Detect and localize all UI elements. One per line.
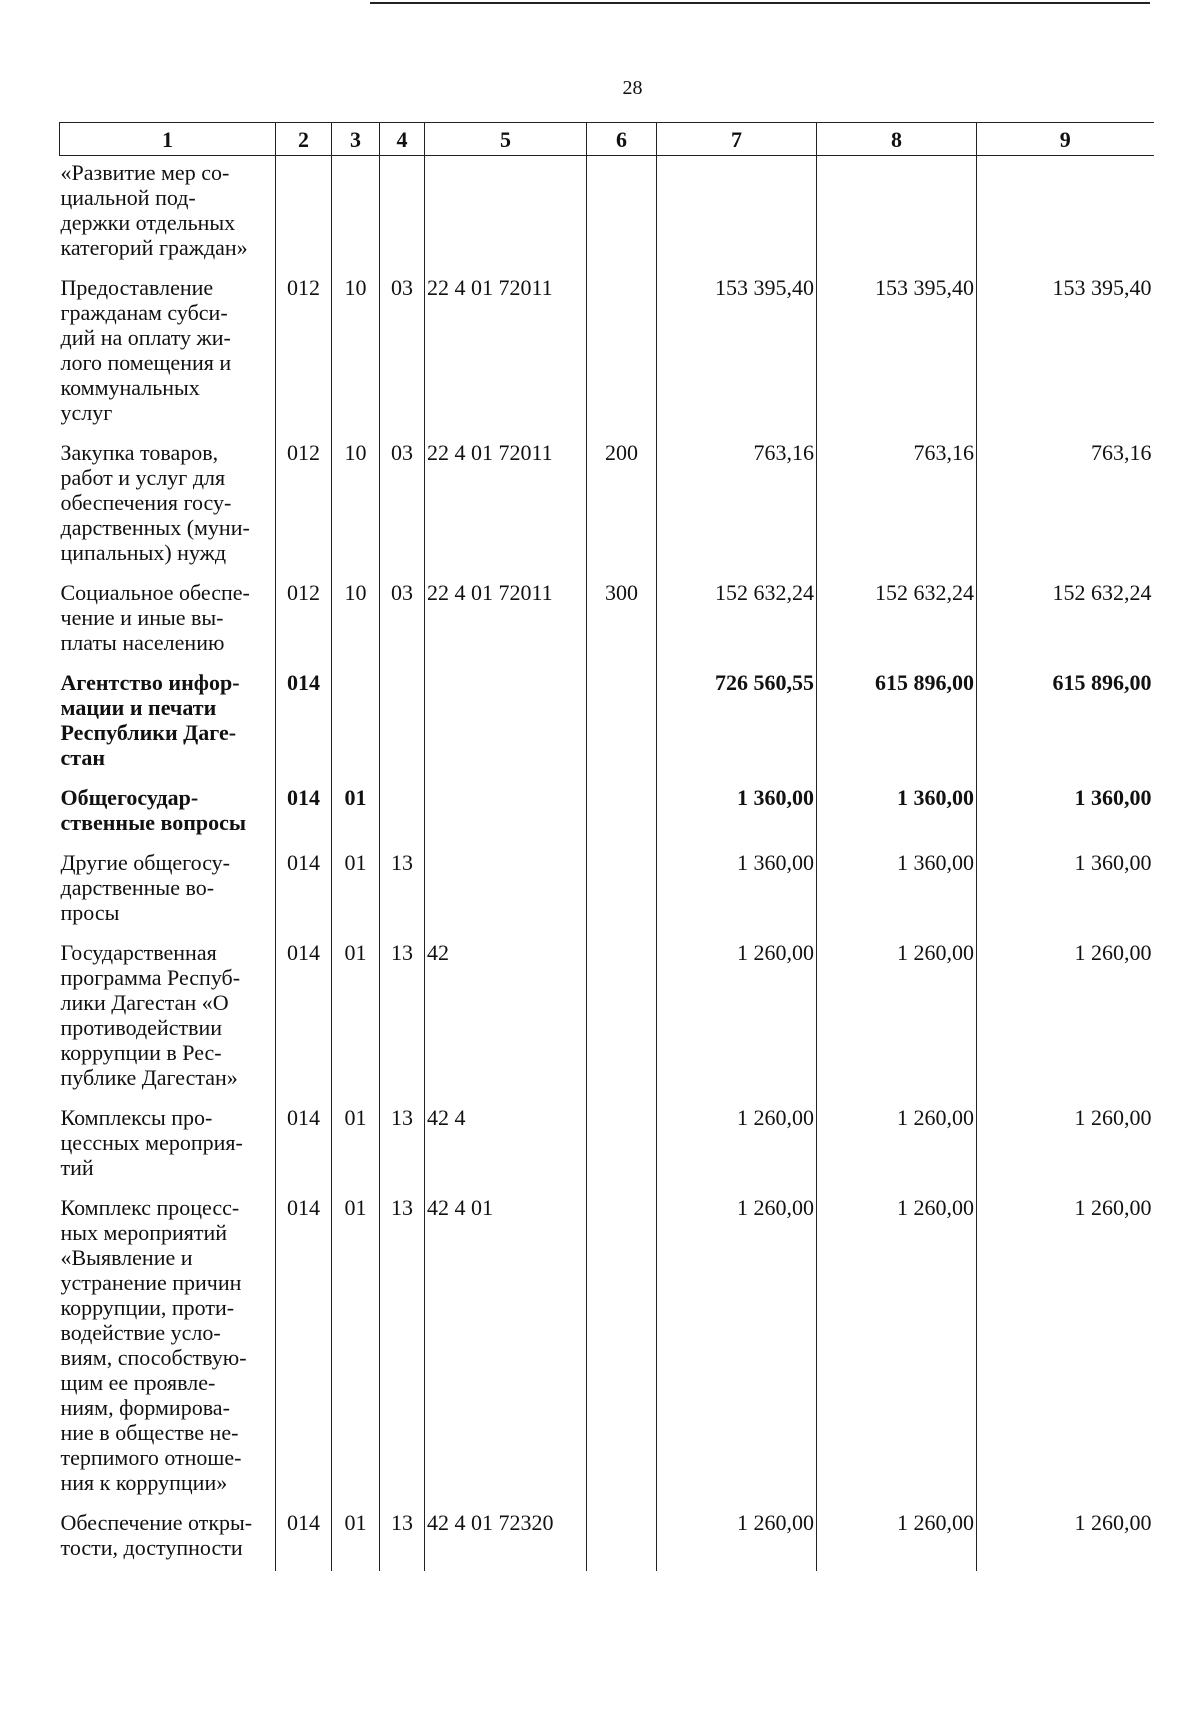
- row-section-code: [332, 156, 380, 272]
- table-row: [60, 846, 1154, 936]
- row-subsection-code: [380, 156, 425, 272]
- top-rule: [370, 2, 1150, 4]
- row-target-article: 22 4 01 72011: [425, 576, 587, 666]
- row-expense-type: [587, 156, 657, 272]
- row-target-article: 22 4 01 72011: [425, 271, 587, 436]
- table-body: [60, 156, 1154, 1572]
- row-section-code: 10: [332, 436, 380, 576]
- row-section-code: 01: [332, 936, 380, 1101]
- row-admin-code: 012: [276, 576, 332, 666]
- row-section-code: [332, 666, 380, 781]
- row-target-article: [425, 781, 587, 846]
- row-expense-type: [587, 1191, 657, 1506]
- column-header-3: 3: [332, 123, 380, 156]
- row-amount-col7: 1 360,00: [657, 781, 817, 846]
- budget-table: [59, 122, 1154, 1571]
- row-section-code: 01: [332, 1191, 380, 1506]
- row-section-code: 01: [332, 846, 380, 936]
- row-name: Государственная программа Респуб- лики Дагестан «О противодействии коррупции в Рес- публике Дагестан»: [60, 940, 241, 1090]
- row-amount-col9: 1 260,00: [977, 1101, 1154, 1191]
- table-row: [60, 1506, 1154, 1571]
- table-row: [60, 436, 1154, 576]
- row-expense-type: [587, 1506, 657, 1571]
- row-admin-code: [276, 156, 332, 272]
- page-number: 28: [622, 77, 643, 99]
- row-admin-code: 014: [276, 666, 332, 781]
- row-amount-col9: 1 360,00: [977, 781, 1154, 846]
- row-target-article: 42: [425, 936, 587, 1101]
- row-expense-type: 300: [587, 576, 657, 666]
- row-subsection-code: [380, 666, 425, 781]
- row-amount-col9: 152 632,24: [977, 576, 1154, 666]
- row-section-code: 10: [332, 271, 380, 436]
- row-amount-col9: 1 260,00: [977, 1506, 1154, 1571]
- table-header-row: [60, 123, 1154, 156]
- row-amount-col9: 1 260,00: [977, 1191, 1154, 1506]
- row-admin-code: 012: [276, 271, 332, 436]
- column-header-5: 5: [425, 123, 587, 156]
- row-amount-col8: 1 260,00: [817, 1101, 977, 1191]
- table-row: [60, 666, 1154, 781]
- table-row: [60, 576, 1154, 666]
- row-expense-type: [587, 1101, 657, 1191]
- row-expense-type: [587, 781, 657, 846]
- row-expense-type: [587, 666, 657, 781]
- row-name: «Развитие мер со- циальной под- держки отдельных категорий граждан»: [60, 160, 248, 260]
- row-amount-col8: 1 360,00: [817, 846, 977, 936]
- table-row: [60, 1191, 1154, 1506]
- row-amount-col7: [657, 156, 817, 272]
- row-section-code: 01: [332, 781, 380, 846]
- row-subsection-code: 13: [380, 936, 425, 1101]
- row-name: Социальное обеспе- чение и иные вы- платы населению: [60, 580, 250, 655]
- table-row: [60, 1101, 1154, 1191]
- row-subsection-code: 03: [380, 576, 425, 666]
- row-target-article: 42 4: [425, 1101, 587, 1191]
- row-amount-col9: 1 260,00: [977, 936, 1154, 1101]
- row-expense-type: [587, 936, 657, 1101]
- row-subsection-code: [380, 781, 425, 846]
- row-name: Агентство инфор- мации и печати Республики Даге- стан: [60, 670, 240, 770]
- column-header-8: 8: [817, 123, 977, 156]
- column-header-4: 4: [380, 123, 425, 156]
- row-expense-type: [587, 846, 657, 936]
- row-amount-col7: 152 632,24: [657, 576, 817, 666]
- row-amount-col8: 1 260,00: [817, 936, 977, 1101]
- table-row: [60, 781, 1154, 846]
- row-section-code: 10: [332, 576, 380, 666]
- column-header-1: 1: [60, 123, 276, 156]
- row-subsection-code: 13: [380, 846, 425, 936]
- row-amount-col9: 615 896,00: [977, 666, 1154, 781]
- row-target-article: 42 4 01 72320: [425, 1506, 587, 1571]
- row-target-article: 42 4 01: [425, 1191, 587, 1506]
- row-name: Комплекс процесс- ных мероприятий «Выявление и устранение причин коррупции, проти- водействие усло- виям, способствую- щим ее проявле- ниям, формирова- ние в обществе не- терпимого отноше- ния к коррупции»: [60, 1195, 247, 1495]
- row-amount-col9: 153 395,40: [977, 271, 1154, 436]
- row-name: Обеспечение откры- тости, доступности: [60, 1510, 253, 1560]
- row-expense-type: [587, 271, 657, 436]
- row-name: Другие общегосу- дарственные во- просы: [60, 850, 231, 925]
- row-amount-col8: 1 360,00: [817, 781, 977, 846]
- row-amount-col7: 153 395,40: [657, 271, 817, 436]
- row-amount-col7: 1 360,00: [657, 846, 817, 936]
- row-name: Закупка товаров, работ и услуг для обеспечения госу- дарственных (муни- ципальных) нужд: [60, 440, 250, 565]
- row-name: Общегосудар- ственные вопросы: [60, 785, 247, 835]
- row-amount-col8: 153 395,40: [817, 271, 977, 436]
- row-subsection-code: 03: [380, 271, 425, 436]
- row-amount-col9: [977, 156, 1154, 272]
- row-subsection-code: 13: [380, 1101, 425, 1191]
- row-amount-col8: 1 260,00: [817, 1191, 977, 1506]
- row-expense-type: 200: [587, 436, 657, 576]
- row-amount-col7: 1 260,00: [657, 936, 817, 1101]
- column-header-7: 7: [657, 123, 817, 156]
- row-target-article: [425, 846, 587, 936]
- table-row: [60, 271, 1154, 436]
- row-subsection-code: 03: [380, 436, 425, 576]
- row-subsection-code: 13: [380, 1191, 425, 1506]
- row-admin-code: 014: [276, 936, 332, 1101]
- row-amount-col9: 763,16: [977, 436, 1154, 576]
- row-amount-col8: 1 260,00: [817, 1506, 977, 1571]
- table-row: [60, 936, 1154, 1101]
- column-header-9: 9: [977, 123, 1154, 156]
- row-amount-col7: 726 560,55: [657, 666, 817, 781]
- row-target-article: 22 4 01 72011: [425, 436, 587, 576]
- row-amount-col7: 763,16: [657, 436, 817, 576]
- row-admin-code: 014: [276, 1101, 332, 1191]
- row-section-code: 01: [332, 1506, 380, 1571]
- row-admin-code: 014: [276, 846, 332, 936]
- row-section-code: 01: [332, 1101, 380, 1191]
- row-amount-col9: 1 360,00: [977, 846, 1154, 936]
- row-admin-code: 012: [276, 436, 332, 576]
- row-amount-col7: 1 260,00: [657, 1506, 817, 1571]
- column-header-6: 6: [587, 123, 657, 156]
- row-target-article: [425, 156, 587, 272]
- row-amount-col7: 1 260,00: [657, 1191, 817, 1506]
- row-name: Комплексы про- цессных мероприя- тий: [60, 1105, 243, 1180]
- row-target-article: [425, 666, 587, 781]
- row-subsection-code: 13: [380, 1506, 425, 1571]
- row-admin-code: 014: [276, 781, 332, 846]
- row-amount-col7: 1 260,00: [657, 1101, 817, 1191]
- table-row: [60, 156, 1154, 272]
- row-amount-col8: 152 632,24: [817, 576, 977, 666]
- row-name: Предоставление гражданам субси- дий на оплату жи- лого помещения и коммунальных услуг: [60, 275, 232, 425]
- row-amount-col8: 615 896,00: [817, 666, 977, 781]
- row-amount-col8: 763,16: [817, 436, 977, 576]
- column-header-2: 2: [276, 123, 332, 156]
- row-admin-code: 014: [276, 1506, 332, 1571]
- row-admin-code: 014: [276, 1191, 332, 1506]
- row-amount-col8: [817, 156, 977, 272]
